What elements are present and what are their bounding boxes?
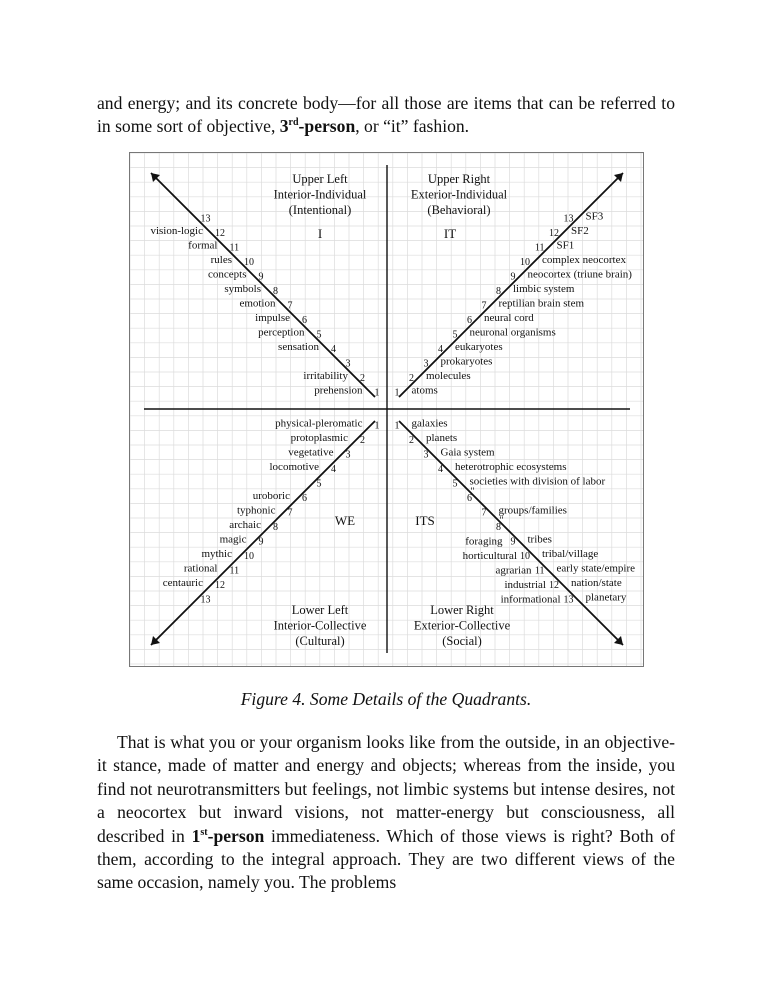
ur-level-number: 8 — [496, 286, 501, 297]
ur-level-number: 4 — [438, 344, 443, 355]
lr-level-number: 6 — [467, 493, 472, 504]
ul-level-number: 2 — [360, 373, 365, 384]
ul-level-number: 8 — [273, 286, 278, 297]
ll-level-number: 12 — [215, 580, 225, 591]
ul-level-number: 13 — [200, 213, 211, 225]
ll-level-number: 7 — [287, 507, 293, 519]
ur-level-number: 6 — [467, 315, 472, 326]
lr-inner-label: informational — [500, 593, 561, 606]
ur-level-label: limbic system — [513, 283, 575, 295]
ur-level-number: 10 — [520, 257, 530, 268]
ul-level-label: symbols — [224, 283, 261, 295]
quadrant-figure — [129, 152, 644, 667]
top-paragraph — [97, 92, 675, 139]
quadrant-title-upper-right: Exterior-Individual — [410, 187, 508, 202]
lr-level-label: nation/state — [571, 577, 622, 589]
bottom-bold-num: 1 — [191, 825, 201, 846]
ur-level-label: neuronal organisms — [469, 326, 556, 339]
lr-level-number: 8 — [496, 522, 501, 533]
ur-level-label: eukaryotes — [455, 341, 503, 353]
lr-level-number: 12 — [549, 580, 559, 591]
ll-level-number: 2 — [360, 435, 365, 446]
bottom-text-1: That is what you or your organism looks like from the outside, in an objective-it stance, made of matter and energy and objects; whereas from the inside, you find not neurotransmitters but feelings, not limbic systems but intense desires, not a neocortex but inward visions, not matter-energy but consciousness, all described in — [97, 732, 675, 846]
ur-level-number: 7 — [481, 300, 487, 312]
lr-level-number: 4 — [438, 464, 443, 475]
bottom-text-2: immediateness. Which of those views is right? Both of them, according to the integral approach. They are two different views of the same occasion, namely you. The problems — [97, 825, 675, 893]
ur-level-label: neural cord — [484, 312, 534, 324]
ul-level-label: irritability — [303, 370, 348, 382]
lr-ditto-mark: " — [470, 486, 475, 498]
figure-caption: Figure 4. Some Details of the Quadrants. — [240, 689, 532, 709]
lr-level-label: heterotrophic ecosystems — [455, 461, 567, 473]
ll-level-number: 3 — [345, 449, 351, 461]
ll-level-number: 9 — [258, 536, 264, 548]
top-text-1: and energy; and its concrete body—for all those are items that can be referred to in some sort of objective, — [97, 93, 675, 137]
lr-level-label: Gaia system — [440, 446, 495, 459]
quadrant-title-lower-left: Lower Left — [291, 603, 349, 617]
bottom-bold-term — [192, 826, 265, 846]
lr-level-label: societies with division of labor — [469, 475, 606, 488]
lr-level-number: 9 — [510, 536, 516, 548]
quadrant-letter-upper-right: IT — [443, 226, 457, 241]
ur-level-label: SF3 — [585, 210, 604, 223]
ll-level-label: uroboric — [252, 490, 290, 502]
ul-level-label: vision-logic — [150, 225, 203, 237]
ll-level-number: 1 — [374, 420, 380, 432]
ul-level-number: 3 — [345, 358, 351, 370]
ll-level-number: 5 — [316, 478, 322, 490]
lr-level-label: planets — [426, 432, 458, 444]
ul-level-number: 6 — [302, 315, 307, 326]
lr-ditto-mark: " — [499, 515, 504, 527]
ul-level-number: 7 — [287, 300, 293, 312]
lr-inner-label: agrarian — [495, 564, 532, 577]
quadrant-letter-upper-left: I — [317, 226, 323, 241]
lr-level-label: galaxies — [411, 417, 448, 430]
quadrant-title-lower-left: Interior-Collective — [273, 618, 367, 633]
ul-level-label: impulse — [255, 312, 290, 324]
ll-level-number: 11 — [229, 565, 240, 577]
ll-level-label: protoplasmic — [290, 432, 348, 444]
ul-level-label: perception — [258, 326, 305, 339]
ll-level-number: 8 — [273, 522, 278, 533]
ur-level-number: 3 — [423, 358, 429, 370]
ul-level-number: 9 — [258, 271, 264, 283]
ul-level-number: 12 — [215, 228, 225, 239]
top-bold-sup: rd — [288, 117, 299, 129]
top-text-2: , or “it” fashion. — [355, 116, 470, 137]
lr-level-label: tribes — [527, 533, 552, 546]
ul-level-label: concepts — [208, 268, 247, 281]
quadrant-title-lower-right: Lower Right — [430, 603, 494, 617]
ul-level-label: rules — [210, 254, 232, 266]
lr-level-label: planetary — [585, 591, 627, 604]
top-bold-word: -person — [298, 116, 356, 137]
quadrant-title-upper-left: (Intentional) — [288, 203, 352, 217]
ul-level-label: formal — [188, 239, 218, 252]
lr-inner-label: horticultural — [462, 550, 517, 562]
lr-level-label: early state/empire — [556, 562, 635, 575]
ur-level-number: 12 — [549, 228, 559, 239]
top-bold-num: 3 — [279, 116, 289, 137]
lr-level-number: 1 — [394, 420, 400, 432]
top-bold-term — [280, 116, 356, 136]
bottom-bold-sup: st — [200, 826, 208, 838]
lr-level-number: 3 — [423, 449, 429, 461]
quadrant-title-upper-right: Upper Right — [427, 172, 491, 186]
ll-level-label: physical-pleromatic — [275, 417, 363, 430]
ur-level-number: 1 — [394, 387, 400, 399]
ll-level-label: magic — [219, 533, 247, 546]
ll-level-number: 10 — [244, 551, 254, 562]
quadrant-letter-lower-left: WE — [334, 513, 356, 528]
ur-level-label: SF1 — [556, 239, 575, 252]
quadrant-title-lower-left: (Cultural) — [295, 634, 345, 648]
ul-level-number: 4 — [331, 344, 336, 355]
ur-level-number: 9 — [510, 271, 516, 283]
ur-level-label: molecules — [426, 370, 471, 382]
ur-level-label: reptilian brain stem — [498, 297, 585, 310]
lr-inner-label: industrial — [504, 579, 546, 591]
lr-level-number: 11 — [534, 565, 545, 577]
ur-level-label: atoms — [411, 384, 438, 397]
ll-level-number: 6 — [302, 493, 307, 504]
bottom-bold-word: -person — [207, 825, 265, 846]
quadrant-title-upper-right: (Behavioral) — [427, 203, 491, 217]
ll-level-label: centauric — [162, 577, 203, 589]
ll-level-label: typhonic — [237, 504, 276, 517]
quadrant-letter-lower-right: ITS — [415, 513, 435, 528]
ur-level-number: 11 — [534, 242, 545, 254]
quadrant-title-upper-left: Upper Left — [292, 172, 348, 186]
quadrant-diagram — [130, 153, 643, 666]
ul-level-label: prehension — [314, 384, 363, 397]
bottom-paragraph — [97, 731, 675, 895]
ur-level-label: neocortex (triune brain) — [527, 268, 632, 281]
ll-level-number: 13 — [200, 594, 211, 606]
quadrant-title-lower-right: Exterior-Collective — [413, 618, 511, 633]
lr-level-label: tribal/village — [542, 548, 599, 560]
ur-level-number: 5 — [452, 329, 458, 341]
ur-level-label: SF2 — [571, 225, 589, 237]
lr-level-number: 7 — [481, 507, 487, 519]
ur-level-number: 13 — [563, 213, 574, 225]
quadrant-title-lower-right: (Social) — [442, 634, 482, 648]
ll-level-label: vegetative — [288, 446, 334, 459]
quadrant-title-upper-left: Interior-Individual — [273, 187, 367, 202]
ur-level-label: complex neocortex — [542, 254, 626, 266]
ll-level-label: locomotive — [269, 461, 319, 473]
ul-level-label: emotion — [239, 297, 276, 310]
ul-level-number: 10 — [244, 257, 254, 268]
ul-level-label: sensation — [278, 341, 319, 353]
lr-level-label: groups/families — [498, 504, 567, 517]
ur-level-number: 2 — [409, 373, 414, 384]
ll-level-label: archaic — [229, 519, 261, 531]
lr-inner-label: foraging — [465, 535, 503, 548]
ll-level-label: rational — [183, 562, 218, 575]
ul-level-number: 5 — [316, 329, 322, 341]
ul-level-number: 11 — [229, 242, 240, 254]
ll-level-label: mythic — [201, 548, 232, 560]
ll-level-number: 4 — [331, 464, 336, 475]
lr-level-number: 13 — [563, 594, 574, 606]
ur-level-label: prokaryotes — [440, 355, 493, 368]
ul-level-number: 1 — [374, 387, 380, 399]
lr-level-number: 10 — [520, 551, 530, 562]
lr-level-number: 2 — [409, 435, 414, 446]
lr-level-number: 5 — [452, 478, 458, 490]
